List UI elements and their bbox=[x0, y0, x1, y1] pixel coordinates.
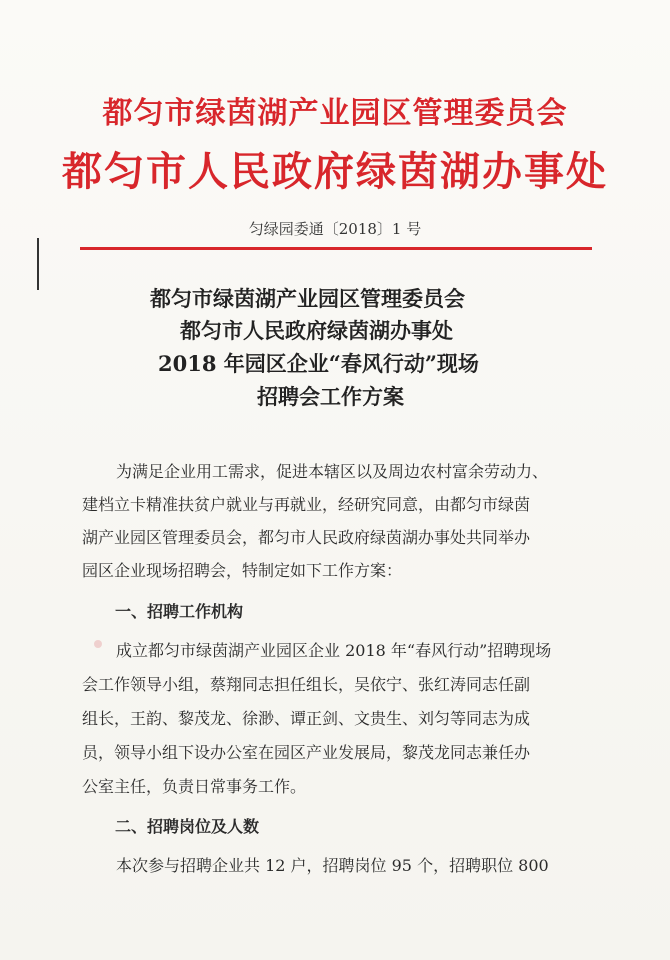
intro-line: 为满足企业用工需求，促进本辖区以及周边农村富余劳动力、 bbox=[116, 462, 549, 481]
section-1-line: 成立都匀市绿茵湖产业园区企业 2018 年“春风行动”招聘现场 bbox=[116, 641, 552, 660]
scan-mark bbox=[37, 238, 39, 290]
issuer-name-2: 都匀市人民政府绿茵湖办事处 bbox=[62, 148, 608, 195]
section-1-line: 组长，王韵、黎茂龙、徐渺、谭正剑、文贵生、刘匀等同志为成 bbox=[82, 709, 531, 728]
issuer-name-1: 都匀市绿茵湖产业园区管理委员会 bbox=[102, 96, 568, 131]
section-2-line: 本次参与招聘企业共 12 户，招聘岗位 95 个，招聘职位 800 bbox=[116, 856, 549, 875]
title-line-2: 都匀市人民政府绿茵湖办事处 bbox=[180, 318, 453, 343]
paper-stain bbox=[94, 640, 102, 648]
red-header-rule bbox=[80, 247, 592, 250]
title-line-3: 2018 年园区企业“春风行动”现场 bbox=[158, 351, 479, 376]
intro-line: 建档立卡精准扶贫户就业与再就业，经研究同意，由都匀市绿茵 bbox=[82, 495, 531, 514]
section-1-heading: 一、招聘工作机构 bbox=[115, 602, 244, 621]
title-line-1: 都匀市绿茵湖产业园区管理委员会 bbox=[150, 286, 465, 311]
section-1-line: 公室主任，负责日常事务工作。 bbox=[82, 777, 307, 796]
section-2-heading: 二、招聘岗位及人数 bbox=[115, 817, 260, 836]
section-1-line: 会工作领导小组，蔡翔同志担任组长，吴依宁、张红涛同志任副 bbox=[82, 675, 531, 694]
intro-line: 园区企业现场招聘会，特制定如下工作方案： bbox=[82, 561, 403, 580]
section-1-line: 员，领导小组下设办公室在园区产业发展局，黎茂龙同志兼任办 bbox=[82, 743, 531, 762]
intro-line: 湖产业园区管理委员会，都匀市人民政府绿茵湖办事处共同举办 bbox=[82, 528, 531, 547]
title-line-4: 招聘会工作方案 bbox=[257, 384, 404, 409]
document-number: 匀绿园委通〔2018〕1 号 bbox=[248, 220, 422, 238]
